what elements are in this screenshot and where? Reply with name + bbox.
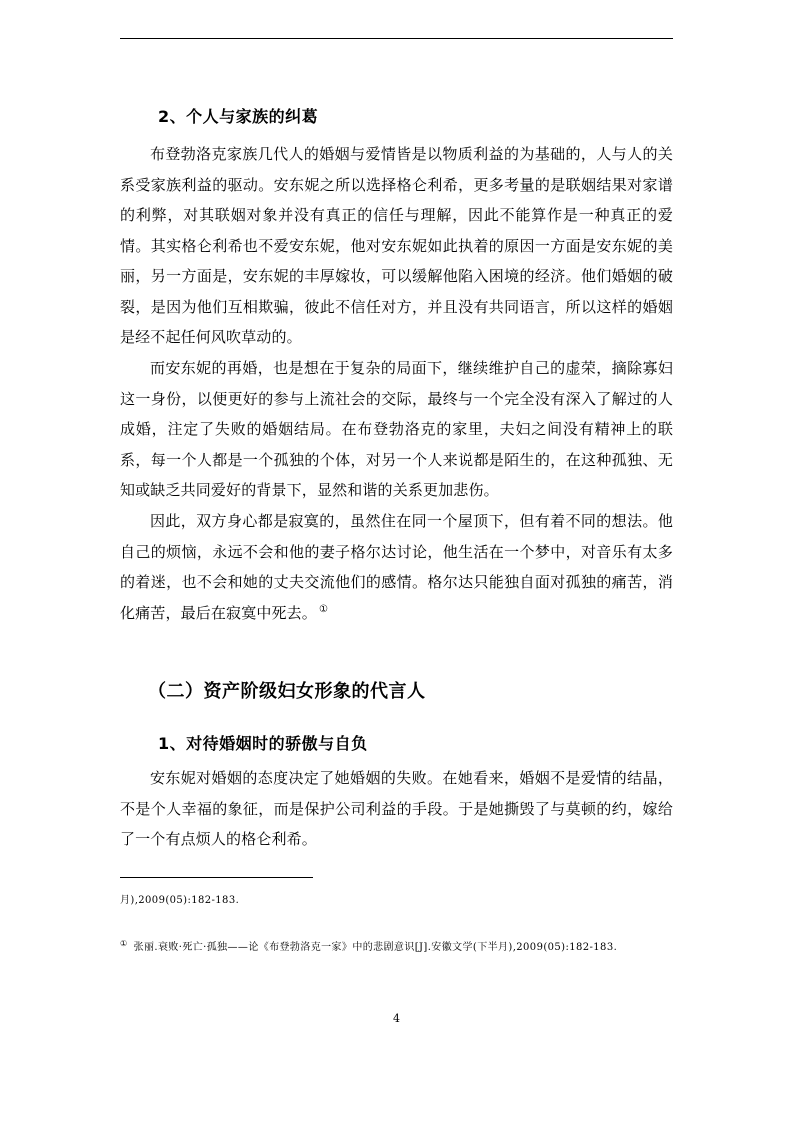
chapter-heading: （二）资产阶级妇女形象的代言人 bbox=[148, 681, 426, 702]
footnote-continuation: 月),2009(05):182-183. bbox=[120, 895, 240, 906]
footnote-1-text: 张丽.衰败·死亡·孤独——论《布登勃洛克一家》中的悲剧意识[J].安徽文学(下半月),2009(05):182-183. bbox=[133, 942, 618, 953]
footnote-1 bbox=[120, 931, 673, 965]
paragraph-3 bbox=[120, 506, 673, 628]
paragraph-2: 而安东妮的再婚，也是想在于复杂的局面下，继续维护自己的虚荣，摘除寡妇这一身份，以便更好的参与上流社会的交际，最终与一个完全没有深入了解过的人成婚，注定了失败的婚姻结局。在布登勃洛克的家里，夫妇之间没有精神上的联系，每一个人都是一个孤独的个体，对另一个人来说都是陌生的，在这种孤独、无知或缺乏共同爱好的背景下，显然和谐的关系更加悲伤。 bbox=[120, 359, 673, 499]
footnote-reference[interactable]: ① bbox=[318, 603, 329, 615]
paragraph-4: 安东妮对婚姻的态度决定了她婚姻的失败。在她看来，婚姻不是爱情的结晶，不是个人幸福的象征，而是保护公司利益的手段。于是她撕毁了与莫顿的约，嫁给了一个有点烦人的格仑利希。 bbox=[120, 769, 673, 848]
footnote-mark: ① bbox=[120, 938, 128, 948]
section-heading-personal-family: 2、个人与家族的纠葛 bbox=[158, 107, 319, 126]
section-heading-marriage-pride: 1、对待婚姻时的骄傲与自负 bbox=[158, 734, 368, 753]
footnote-separator bbox=[120, 877, 313, 878]
page-number: 4 bbox=[393, 1012, 400, 1025]
paragraph-3-text: 因此，双方身心都是寂寞的，虽然住在同一个屋顶下，但有着不同的想法。他自己的烦恼，永远不会和他的妻子格尔达讨论，他生活在一个梦中，对音乐有太多的着迷，也不会和她的丈夫交流他们的感情。格尔达只能独自面对孤独的痛苦，消化痛苦，最后在寂寞中死去。 bbox=[120, 512, 673, 622]
header-rule bbox=[120, 38, 673, 39]
paragraph-1: 布登勃洛克家族几代人的婚姻与爱情皆是以物质利益的为基础的，人与人的关系受家族利益的驱动。安东妮之所以选择格仑利希，更多考量的是联姻结果对家谱的利弊，对其联姻对象并没有真正的信任与理解，因此不能算作是一种真正的爱情。其实格仑利希也不爱安东妮，他对安东妮如此执着的原因一方面是安东妮的美丽，另一方面是，安东妮的丰厚嫁妆，可以缓解他陷入困境的经济。他们婚姻的破裂，是因为他们互相欺骗，彼此不信任对方，并且没有共同语言，所以这样的婚姻是经不起任何风吹草动的。 bbox=[120, 145, 673, 346]
